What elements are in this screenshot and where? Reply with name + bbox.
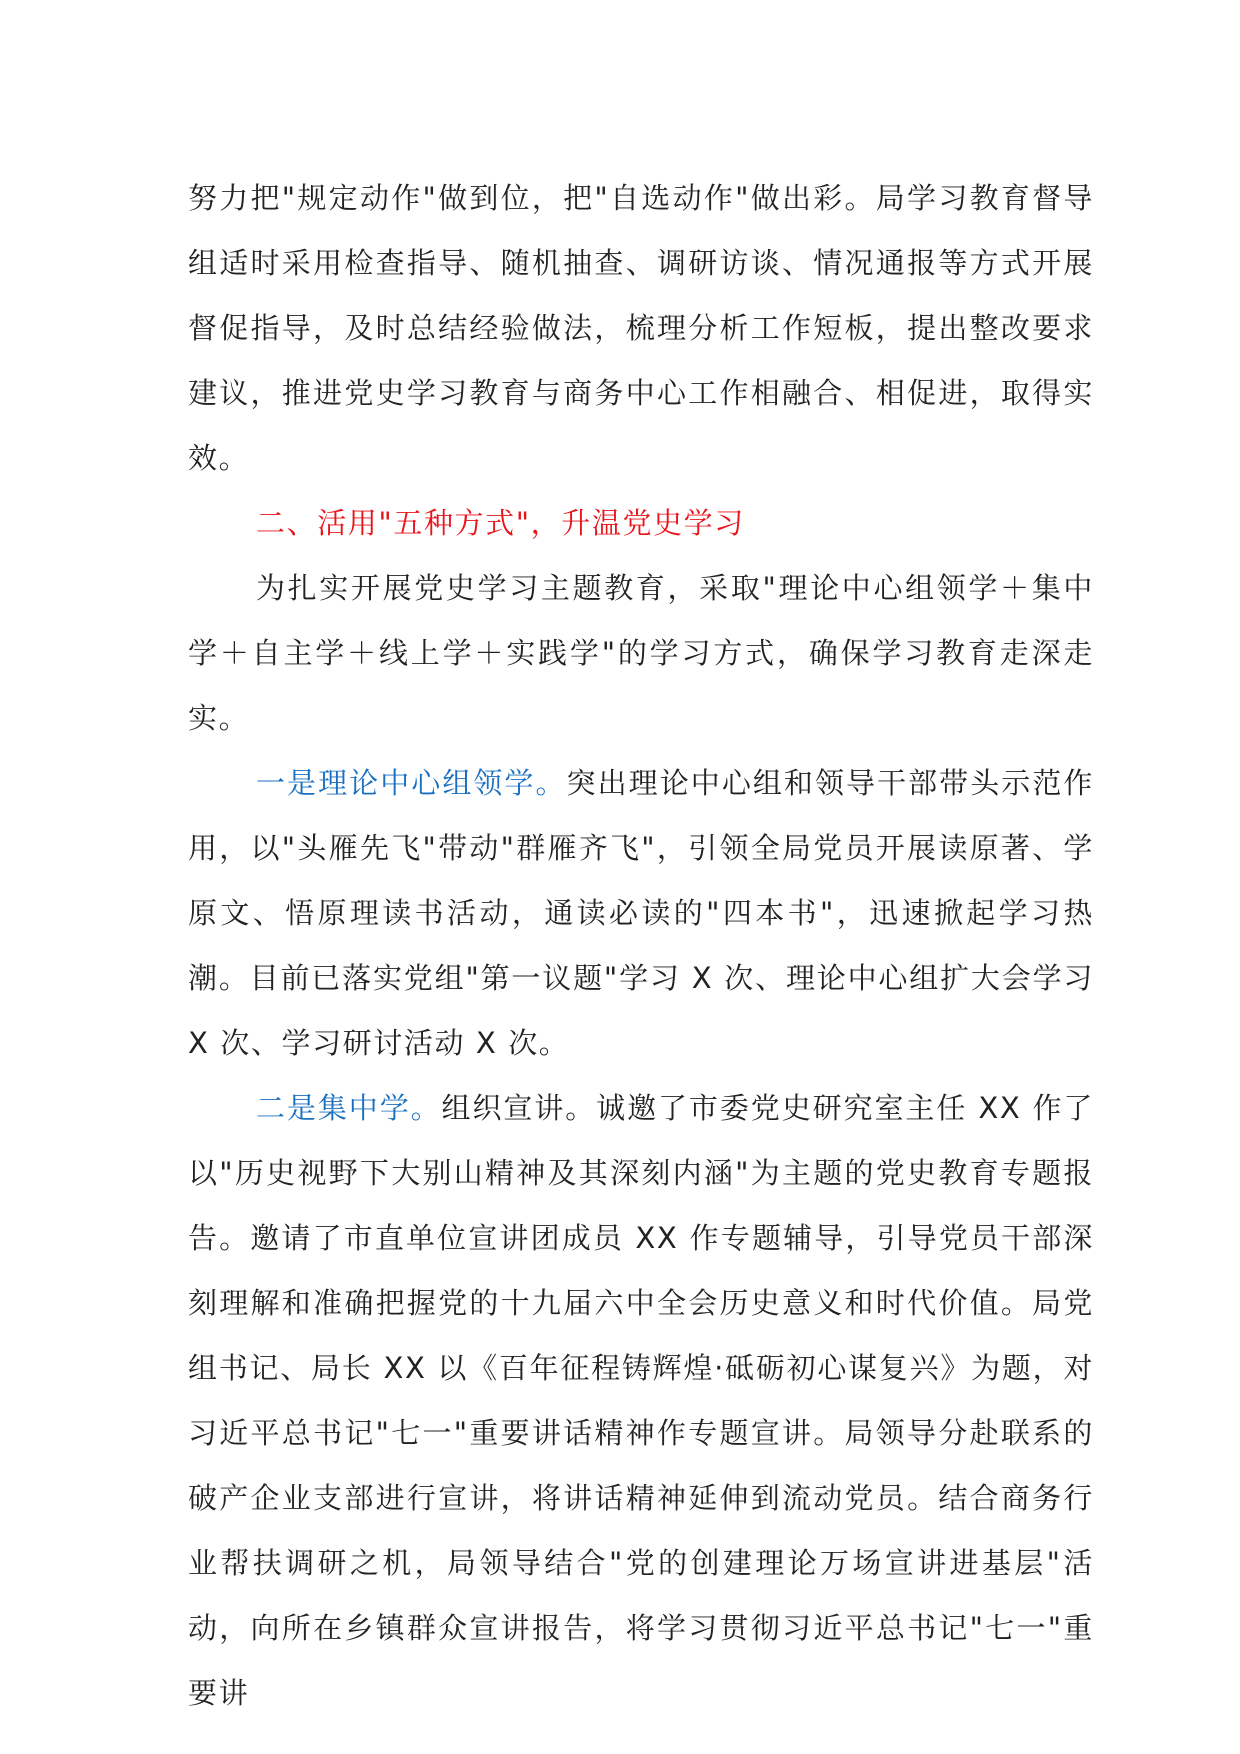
paragraph-text: 努力把"规定动作"做到位，把"自选动作"做出彩。局学习教育督导组适时采用检查指导、随机抽查、调研访谈、情况通报等方式开展督促指导，及时总结经验做法，梳理分析工作短板，提出整改要求建议，推进党史学习教育与商务中心工作相融合、相促进，取得实效。 <box>188 181 1094 475</box>
paragraph-supervision <box>188 166 1094 491</box>
paragraph-lead-phrase: 二是集中学。 <box>256 1091 442 1125</box>
paragraph-theory-group <box>188 751 1094 1076</box>
paragraph-text: 突出理论中心组和领导干部带头示范作用，以"头雁先飞"带动"群雁齐飞"，引领全局党员开展读原著、学原文、悟原理读书活动，通读必读的"四本书"，迅速掀起学习热潮。目前已落实党组"第一议题"学习 X 次、理论中心组扩大会学习 X 次、学习研讨活动 X 次。 <box>188 766 1094 1060</box>
section-heading <box>188 491 1094 556</box>
paragraph-text: 组织宣讲。诚邀了市委党史研究室主任 XX 作了以"历史视野下大别山精神及其深刻内涵"为主题的党史教育专题报告。邀请了市直单位宣讲团成员 XX 作专题辅导，引导党员干部深刻理解和准确把握党的十九届六中全会历史意义和时代价值。局党组书记、局长 XX 以《百年征程铸辉煌·砥砺初心谋复兴》为题，对习近平总书记"七一"重要讲话精神作专题宣讲。局领导分赴联系的破产企业支部进行宣讲，将讲话精神延伸到流动党员。结合商务行业帮扶调研之机，局领导结合"党的创建理论万场宣讲进基层"活动，向所在乡镇群众宣讲报告，将学习贯彻习近平总书记"七一"重要讲 <box>188 1091 1094 1710</box>
section-heading-text: 二、活用"五种方式"，升温党史学习 <box>256 506 745 540</box>
paragraph-study-methods <box>188 556 1094 751</box>
paragraph-centralized-study <box>188 1076 1094 1726</box>
paragraph-text: 为扎实开展党史学习主题教育，采取"理论中心组领学＋集中学＋自主学＋线上学＋实践学"的学习方式，确保学习教育走深走实。 <box>188 571 1094 735</box>
document-body <box>188 166 1094 1726</box>
paragraph-lead-phrase: 一是理论中心组领学。 <box>256 766 567 800</box>
